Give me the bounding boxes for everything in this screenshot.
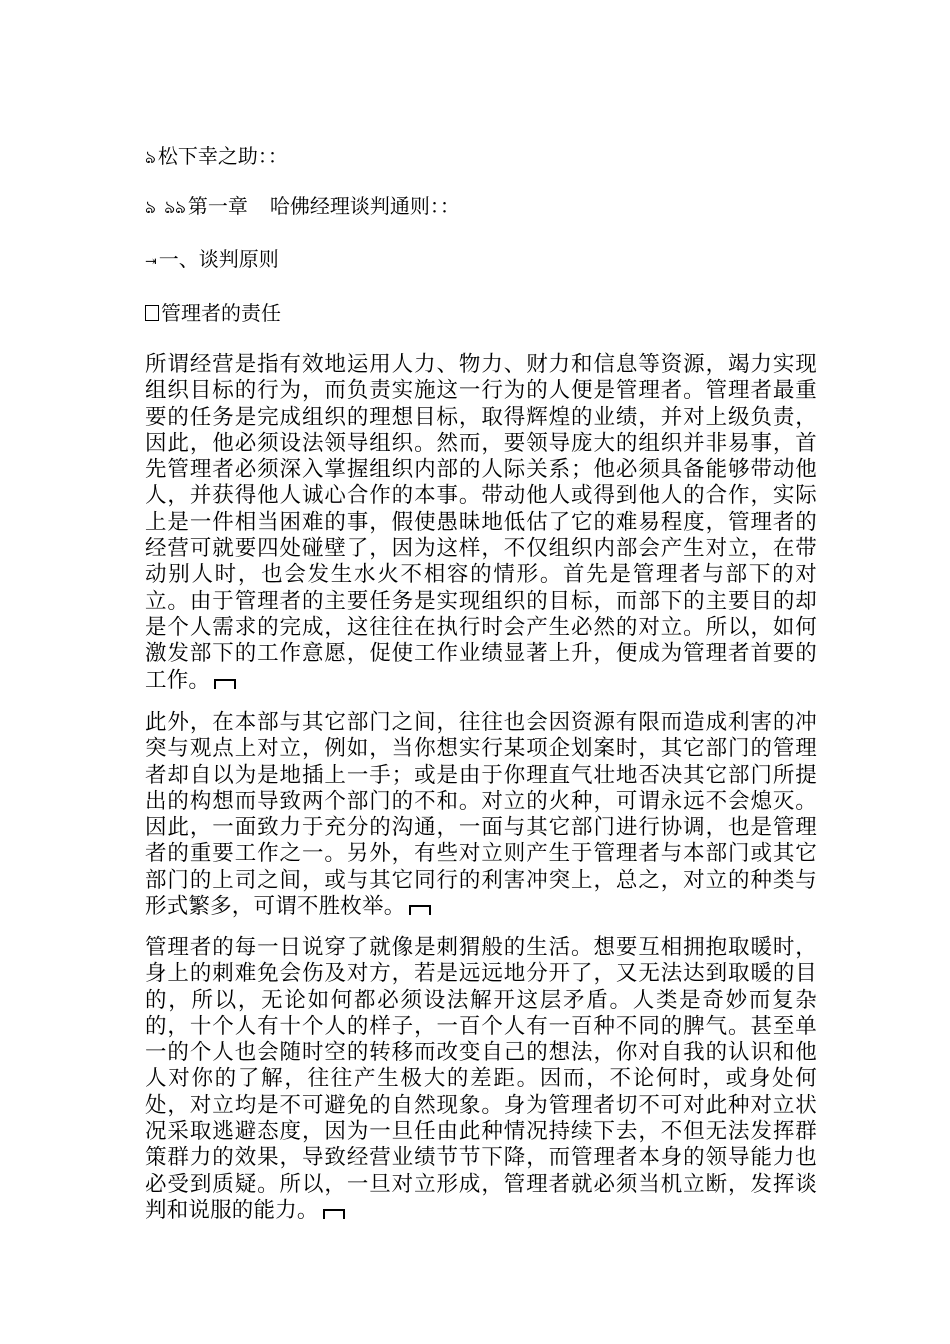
paragraph-text: 此外，在本部与其它部门之间，往往也会因资源有限而造成利害的冲突与观点上对立，例如，当你想实行某项企划案时，其它部门的管理者却自以为是地插上一手；或是由于你理直气壮地否决其它部门所提出的构想而导致两个部门的不和。对立的火种，可谓永远不会熄灭。因此，一面致力于充分的沟通，一面与其它部门进行协调，也是管理者的重要工作之一。另外，有些对立则产生于管理者与本部门或其它部门的上司之间，或与其它同行的利害冲突上，总之，对立的种类与形式繁多，可谓不胜枚举。 [145,710,817,920]
paragraph-text: 所谓经营是指有效地运用人力、物力、财力和信息等资源，竭力实现组织目标的行为，而负责实施这一行为的人便是管理者。管理者最重要的任务是完成组织的理想目标，取得辉煌的业绩，并对上级负责，因此，他必须设法领导组织。然而，要领导庞大的组织并非易事，首先管理者必须深入掌握组织内部的人际关系；他必须具备能够带动他人，并获得他人诚心合作的本事。带动他人或得到他人的合作，实际上是一件相当困难的事，假使愚昧地低估了它的难易程度，管理者的经营可就要四处碰壁了，因为这样，不仅组织内部会产生对立，在带动别人时，也会发生水火不相容的情形。首先是管理者与部下的对立。由于管理者的主要任务是实现组织的目标，而部下的主要目的却是个人需求的完成，这往往在执行时会产生必然的对立。所以，如何激发部下的工作意愿，促使工作业绩显著上升，便成为管理者首要的工作。 [145,352,817,693]
section-heading [145,246,279,275]
ornament-icon: ঌঌ [164,197,186,218]
paragraph [145,935,817,1224]
chapter-name: 哈佛经理谈判通则：： [269,194,460,218]
chapter-title: 第一章 [187,194,248,218]
paragraph-end-mark-icon [409,905,431,915]
ornament-icon: ঌ [145,197,156,218]
section-text: 一、谈判原则 [158,247,279,271]
author-heading [145,143,288,171]
section-marker-icon: ⇥ [145,254,157,270]
chapter-heading [145,193,460,221]
subsection-heading [145,300,281,326]
paragraph-end-mark-icon [214,679,236,689]
author-text: 松下幸之助：： [157,144,288,168]
paragraph-end-mark-icon [323,1209,345,1219]
subsection-text: 管理者的责任 [161,301,281,325]
paragraph [145,352,817,694]
ornament-icon: ঌ [145,147,156,168]
paragraph [145,710,817,920]
checkbox-bullet-icon [145,305,159,321]
paragraph-text: 管理者的每一日说穿了就像是刺猬般的生活。想要互相拥抱取暖时，身上的刺难免会伤及对方，若是远远地分开了，又无法达到取暖的目的，所以，无论如何都必须设法解开这层矛盾。人类是奇妙而复杂的，十个人有十个人的样子，一百个人有一百种不同的脾气。甚至单一的个人也会随时空的转移而改变自己的想法，你对自我的认识和他人对你的了解，往往产生极大的差距。因而，不论何时，或身处何处，对立均是不可避免的自然现象。身为管理者切不可对此种对立状况采取逃避态度，因为一旦任由此种情况持续下去，不但无法发挥群策群力的效果，导致经营业绩节节下降，而管理者本身的领导能力也必受到质疑。所以，一旦对立形成，管理者就必须当机立断，发挥谈判和说服的能力。 [145,935,817,1223]
